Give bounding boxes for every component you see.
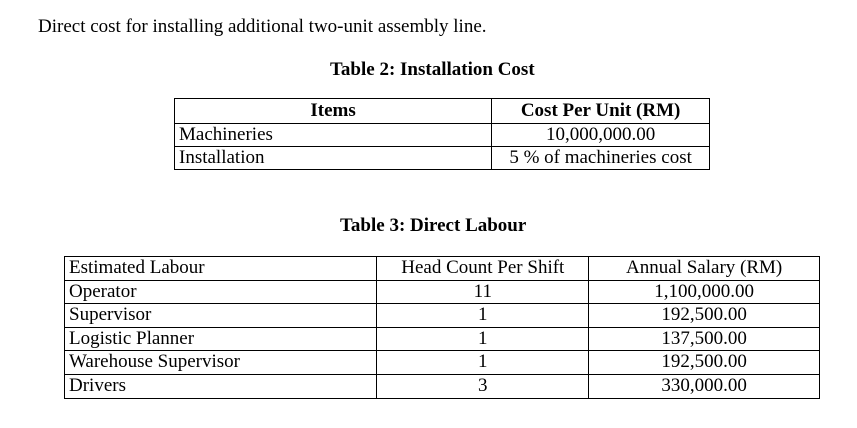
table3-caption: Table 3: Direct Labour bbox=[340, 215, 527, 236]
header-annual-salary: Annual Salary (RM) bbox=[589, 257, 820, 281]
item-cost: 5 % of machineries cost bbox=[492, 147, 710, 170]
table2-caption: Table 2: Installation Cost bbox=[330, 59, 535, 80]
item-cost: 10,000,000.00 bbox=[492, 124, 710, 147]
header-head-count: Head Count Per Shift bbox=[377, 257, 589, 281]
header-items: Items bbox=[175, 99, 492, 124]
annual-salary: 137,500.00 bbox=[589, 327, 820, 351]
table-header-row bbox=[175, 99, 710, 124]
labour-role: Operator bbox=[65, 280, 377, 304]
labour-role: Warehouse Supervisor bbox=[65, 351, 377, 375]
intro-text: Direct cost for installing additional two-unit assembly line. bbox=[38, 16, 487, 37]
head-count: 1 bbox=[377, 304, 589, 328]
annual-salary: 192,500.00 bbox=[589, 351, 820, 375]
installation-cost-table bbox=[174, 98, 710, 170]
table-row bbox=[65, 374, 820, 398]
labour-role: Logistic Planner bbox=[65, 327, 377, 351]
table-row bbox=[175, 124, 710, 147]
header-estimated-labour: Estimated Labour bbox=[65, 257, 377, 281]
table-row bbox=[175, 147, 710, 170]
table-row bbox=[65, 280, 820, 304]
annual-salary: 330,000.00 bbox=[589, 374, 820, 398]
labour-role: Drivers bbox=[65, 374, 377, 398]
table-row bbox=[65, 351, 820, 375]
head-count: 1 bbox=[377, 351, 589, 375]
table-row bbox=[65, 327, 820, 351]
header-cost-per-unit: Cost Per Unit (RM) bbox=[492, 99, 710, 124]
annual-salary: 1,100,000.00 bbox=[589, 280, 820, 304]
item-name: Installation bbox=[175, 147, 492, 170]
table-row bbox=[65, 304, 820, 328]
item-name: Machineries bbox=[175, 124, 492, 147]
head-count: 3 bbox=[377, 374, 589, 398]
head-count: 11 bbox=[377, 280, 589, 304]
annual-salary: 192,500.00 bbox=[589, 304, 820, 328]
direct-labour-table bbox=[64, 256, 820, 399]
labour-role: Supervisor bbox=[65, 304, 377, 328]
head-count: 1 bbox=[377, 327, 589, 351]
table-header-row bbox=[65, 257, 820, 281]
